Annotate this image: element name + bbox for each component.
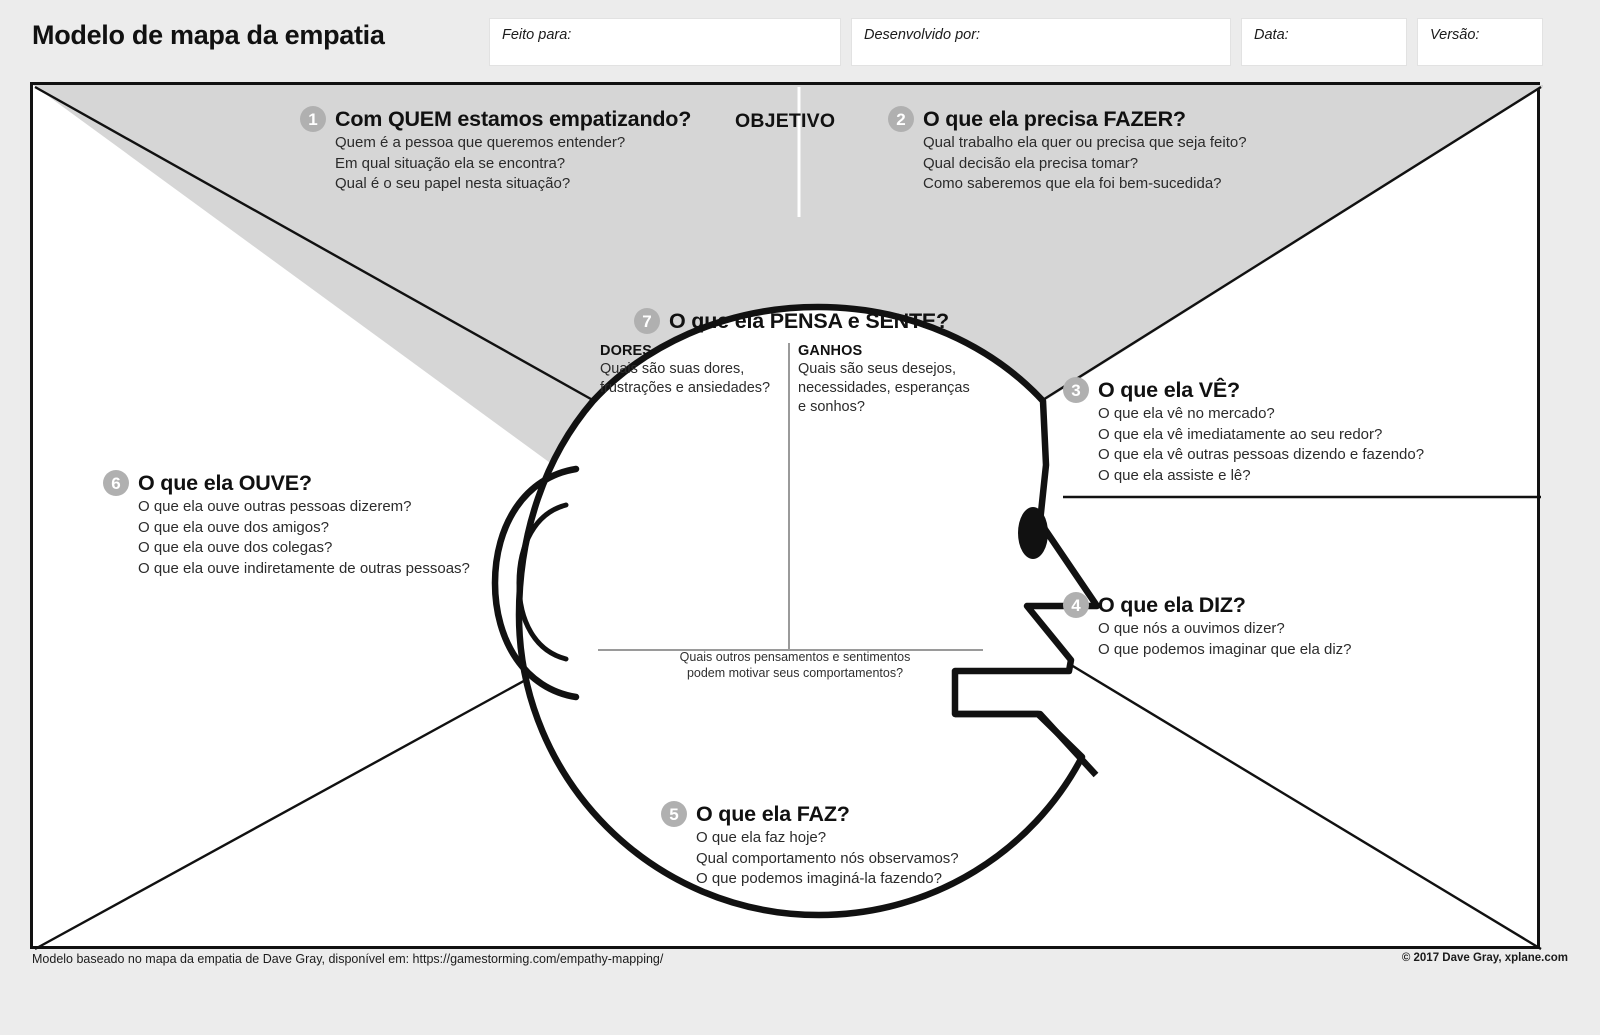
column-ganhos [786, 343, 984, 417]
section-faz-number: 5 [661, 801, 687, 827]
section-ouve-number: 6 [103, 470, 129, 496]
pensa-sente-columns [600, 343, 1000, 417]
section-quem-number: 1 [300, 106, 326, 132]
list-item: O que ela vê imediatamente ao seu redor? [1098, 425, 1383, 443]
footnote-line: Quais outros pensamentos e sentimentos [679, 650, 911, 664]
list-item: e sonhos? [798, 399, 865, 415]
section-pensa-sente-number: 7 [634, 308, 660, 334]
section-diz-title: O que ela DIZ? [1098, 592, 1246, 617]
list-item: O que podemos imaginá-la fazendo? [696, 870, 942, 887]
section-ouve [103, 470, 470, 579]
section-diz-header [1063, 592, 1352, 618]
column-dores [600, 343, 786, 417]
field-feito-para-label: Feito para: [502, 27, 572, 43]
section-ve-header [1063, 377, 1424, 403]
list-item: O que ela assiste e lê? [1098, 466, 1251, 484]
field-data[interactable] [1241, 18, 1407, 66]
field-feito-para[interactable] [489, 18, 841, 66]
list-item: frustrações e ansiedades? [600, 380, 771, 396]
list-item: Em qual situação ela se encontra? [335, 154, 566, 172]
column-dores-body [600, 360, 786, 398]
list-item: O que nós a ouvimos dizer? [1098, 620, 1285, 637]
section-ve-number: 3 [1063, 377, 1089, 403]
pensa-sente-footnote [600, 650, 990, 681]
section-pensa-sente-title: O que ela PENSA e SENTE? [669, 308, 949, 333]
section-quem-title: Com QUEM estamos empatizando? [335, 106, 692, 131]
section-ouve-title: O que ela OUVE? [138, 470, 312, 495]
section-fazer-lines [888, 133, 1247, 195]
list-item: O que ela vê no mercado? [1098, 405, 1275, 422]
column-dores-title: DORES [600, 343, 653, 359]
list-item: Quais são seus desejos, [798, 361, 956, 377]
page-title: Modelo de mapa da empatia [32, 20, 385, 50]
list-item: Quem é a pessoa que queremos entender? [335, 134, 626, 151]
section-ouve-lines [103, 497, 470, 579]
footer-copyright: © 2017 Dave Gray, xplane.com [1401, 952, 1568, 964]
field-desenvolvido-por-label: Desenvolvido por: [864, 27, 981, 43]
section-ouve-header [103, 470, 470, 496]
field-data-label: Data: [1254, 27, 1289, 43]
list-item: Qual é o seu papel nesta situação? [335, 175, 571, 192]
page-header [0, 0, 1600, 80]
section-diz-number: 4 [1063, 592, 1089, 618]
list-item: Qual trabalho ela quer ou precisa que seja feito? [923, 134, 1247, 151]
section-faz-lines [661, 828, 959, 890]
field-versao[interactable] [1417, 18, 1543, 66]
field-desenvolvido-por[interactable] [851, 18, 1231, 66]
section-pensa-sente [634, 308, 949, 335]
section-quem [300, 106, 691, 195]
list-item: Qual decisão ela precisa tomar? [923, 154, 1139, 172]
section-quem-header [300, 106, 691, 132]
section-diz-lines [1063, 619, 1352, 660]
section-fazer-number: 2 [888, 106, 914, 132]
list-item: O que podemos imaginar que ela diz? [1098, 640, 1352, 658]
section-ve-lines [1063, 404, 1424, 486]
list-item: O que ela ouve outras pessoas dizerem? [138, 498, 412, 515]
list-item: Quais são suas dores, [600, 361, 745, 377]
column-ganhos-body [798, 360, 984, 417]
section-diz [1063, 592, 1352, 660]
section-ve [1063, 377, 1424, 486]
list-item: O que ela ouve indiretamente de outras pessoas? [138, 559, 470, 577]
section-faz-title: O que ela FAZ? [696, 801, 850, 826]
section-fazer-title: O que ela precisa FAZER? [923, 106, 1186, 131]
section-fazer-header [888, 106, 1247, 132]
footnote-line: podem motivar seus comportamentos? [686, 665, 904, 680]
list-item: necessidades, esperanças [798, 380, 970, 396]
list-item: O que ela ouve dos amigos? [138, 518, 329, 536]
list-item: O que ela ouve dos colegas? [138, 539, 333, 556]
eye-icon [1018, 507, 1048, 559]
list-item: O que ela faz hoje? [696, 829, 827, 846]
list-item: Como saberemos que ela foi bem-sucedida? [923, 175, 1222, 192]
field-versao-label: Versão: [1430, 27, 1480, 43]
section-faz-header [661, 801, 959, 827]
column-ganhos-title: GANHOS [798, 343, 863, 359]
section-ve-title: O que ela VÊ? [1098, 377, 1240, 402]
objetivo-label: OBJETIVO [735, 110, 836, 132]
section-faz [661, 801, 959, 890]
section-fazer [888, 106, 1247, 195]
section-quem-lines [300, 133, 691, 195]
section-pensa-sente-header [634, 308, 949, 334]
list-item: O que ela vê outras pessoas dizendo e fazendo? [1098, 446, 1425, 463]
footer-credit: Modelo baseado no mapa da empatia de Dave Gray, disponível em: https://gamestorming.com/empathy-mapping/ [32, 952, 664, 966]
list-item: Qual comportamento nós observamos? [696, 849, 959, 867]
